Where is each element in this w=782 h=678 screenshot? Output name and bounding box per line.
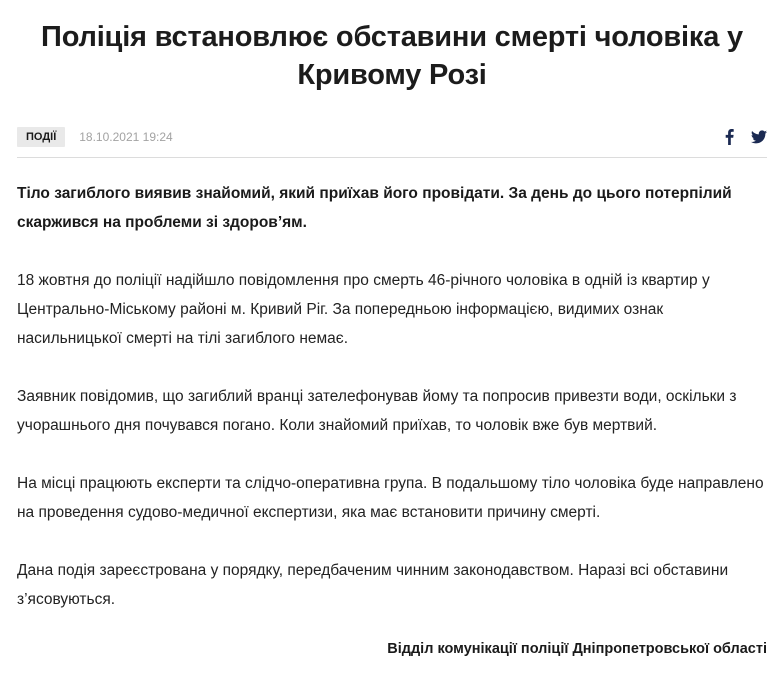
facebook-share-button[interactable] — [721, 129, 737, 145]
twitter-icon — [751, 130, 767, 144]
article-title: Поліція встановлює обставини смерті чоловіка у Кривому Розі — [41, 21, 743, 91]
publish-date: 18.10.2021 19:24 — [79, 130, 173, 144]
twitter-share-button[interactable] — [751, 129, 767, 145]
article-body — [17, 179, 767, 643]
article-paragraph: На місці працюють експерти та слідчо-оперативна група. В подальшому тіло чоловіка буде направлено на проведення судово-медичної експертизи, яка має встановити причину смерті. — [17, 475, 764, 521]
article-lead: Тіло загиблого виявив знайомий, який приїхав його провідати. За день до цього потерпілий скаржився на проблеми зі здоров’ям. — [17, 185, 732, 231]
article-paragraph: 18 жовтня до поліції надійшло повідомлення про смерть 46-річного чоловіка в одній із квартир у Центрально-Міському районі м. Кривий Ріг. За попередньою інформацією, видимих ознак насильницької смерті на тілі загиблого немає. — [17, 272, 710, 347]
article-meta — [17, 126, 767, 148]
article-signature: Відділ комунікації поліції Дніпропетровської області — [387, 641, 767, 657]
meta-divider — [17, 157, 767, 158]
article — [17, 0, 767, 657]
share-buttons — [721, 129, 767, 145]
article-paragraph: Заявник повідомив, що загиблий вранці зателефонував йому та попросив привезти води, оскільки з учорашнього дня почувався погано. Коли знайомий приїхав, то чоловік вже був мертвий. — [17, 388, 737, 434]
category-tag[interactable]: ПОДІЇ — [17, 127, 65, 147]
article-paragraph: Дана подія зареєстрована у порядку, передбаченим чинним законодавством. Наразі всі обставини з’ясовуються. — [17, 562, 729, 608]
facebook-icon — [725, 129, 734, 145]
